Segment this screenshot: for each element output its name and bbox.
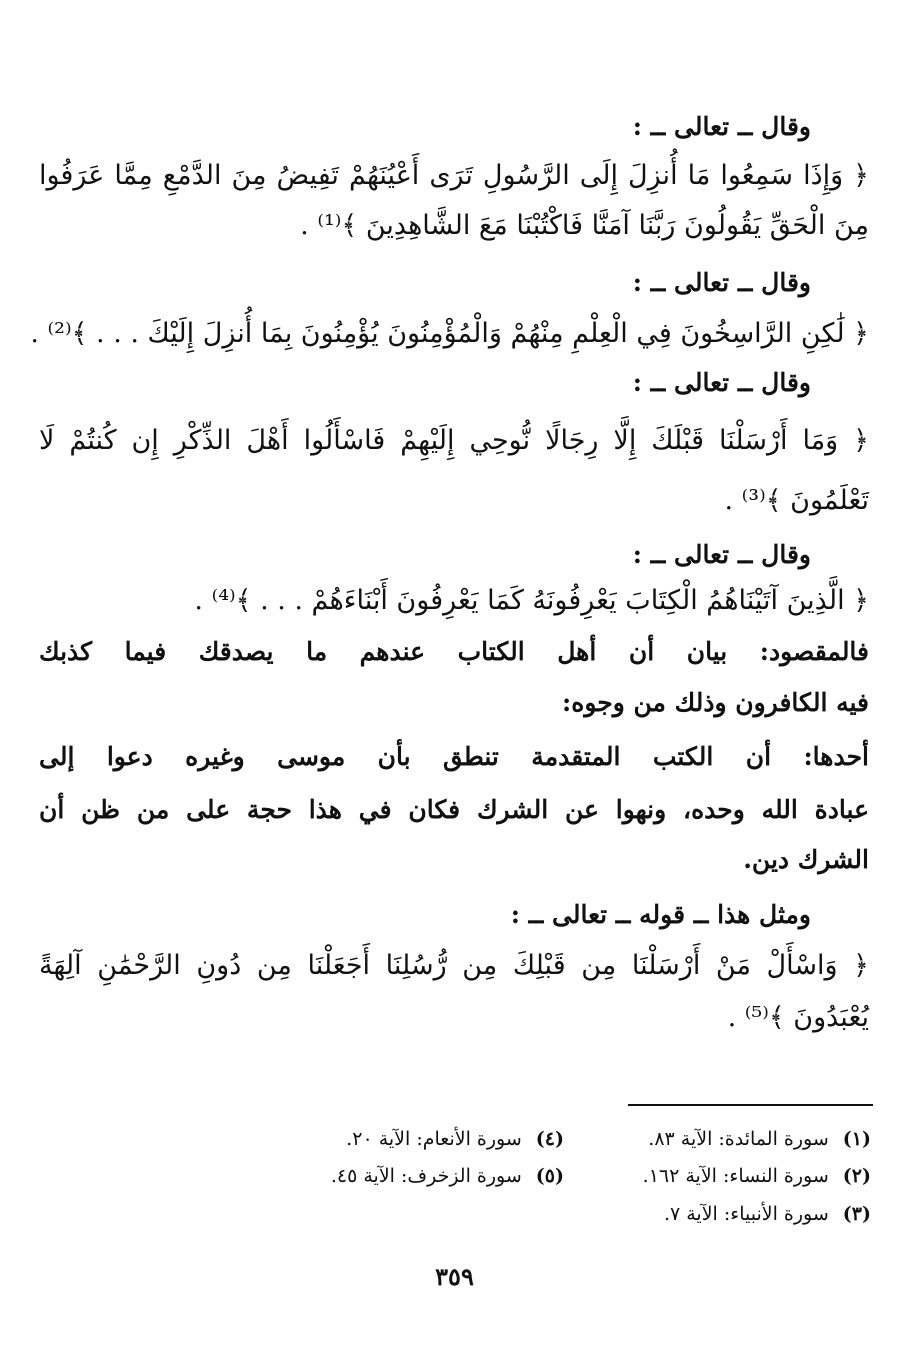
footnote-separator xyxy=(628,1104,873,1106)
paragraph-2-line-3: الشرك دين. xyxy=(743,845,869,874)
paragraph-1-line-2: فيه الكافرون وذلك من وجوه: xyxy=(562,688,869,717)
intro-line-5: ومثل هذا ــ قوله ــ تعالى ــ : xyxy=(510,900,811,929)
footnote-text: سورة الأنعام: الآية ٢٠. xyxy=(346,1128,522,1150)
quran-verse-3-line-1: ﴿ وَمَا أَرْسَلْنَا قَبْلَكَ إِلَّا رِجَالًا نُّوحِي إِلَيْهِمْ فَاسْأَلُوا أَهْلَ الذِّكْرِ إِن كُنتُمْ لَا xyxy=(39,425,869,456)
footnote-text: سورة الزخرف: الآية ٤٥. xyxy=(330,1165,522,1187)
footnote-1 xyxy=(648,1128,871,1150)
footnote-number: (٤) xyxy=(535,1128,564,1150)
footnote-text: سورة النساء: الآية ١٦٢. xyxy=(642,1165,829,1187)
footnote-number: (٥) xyxy=(535,1165,564,1187)
quran-verse-1-line-2: مِنَ الْحَقِّ يَقُولُونَ رَبَّنَا آمَنَّا فَاكْتُبْنَا مَعَ الشَّاهِدِينَ ﴾⁽¹⁾ . xyxy=(300,210,869,241)
footnote-text: سورة الأنبياء: الآية ٧. xyxy=(663,1203,829,1225)
quran-verse-5-line-1: ﴿ وَاسْأَلْ مَنْ أَرْسَلْنَا مِن قَبْلِكَ مِن رُّسُلِنَا أَجَعَلْنَا مِن دُونِ الرَّحْمَٰنِ آلِهَةً xyxy=(39,950,869,981)
intro-line-1: وقال ــ تعالى ــ : xyxy=(632,112,811,141)
intro-line-4: وقال ــ تعالى ــ : xyxy=(632,540,811,569)
footnote-3 xyxy=(664,1203,871,1225)
page-number: ٣٥٩ xyxy=(435,1262,474,1291)
quran-verse-5-line-2: يُعْبَدُونَ ﴾⁽⁵⁾ . xyxy=(727,1002,869,1033)
quran-verse-2: ﴿ لَٰكِنِ الرَّاسِخُونَ فِي الْعِلْمِ مِنْهُمْ وَالْمُؤْمِنُونَ يُؤْمِنُونَ بِمَا أُنزِلَ إِلَيْكَ . . . ﴾⁽²⁾ . xyxy=(30,318,869,349)
paragraph-2-line-2: عبادة الله وحده، ونهوا عن الشرك فكان في هذا حجة على من ظن أن xyxy=(39,795,869,824)
footnote-number: (٣) xyxy=(842,1203,871,1225)
footnote-4 xyxy=(346,1128,564,1150)
footnote-number: (١) xyxy=(842,1128,871,1150)
quran-verse-1-line-1: ﴿ وَإِذَا سَمِعُوا مَا أُنزِلَ إِلَى الرَّسُولِ تَرَى أَعْيُنَهُمْ تَفِيضُ مِنَ الدَّمْعِ مِمَّا عَرَفُوا xyxy=(39,160,869,191)
footnote-number: (٢) xyxy=(842,1165,871,1187)
intro-line-2: وقال ــ تعالى ــ : xyxy=(632,268,811,297)
paragraph-2-line-1: أحدها: أن الكتب المتقدمة تنطق بأن موسى وغيره دعوا إلى xyxy=(39,742,869,771)
quran-verse-4: ﴿ الَّذِينَ آتَيْنَاهُمُ الْكِتَابَ يَعْرِفُونَهُ كَمَا يَعْرِفُونَ أَبْنَاءَهُمْ . . . ﴾⁽⁴⁾ . xyxy=(194,585,869,616)
footnote-text: سورة المائدة: الآية ٨٣. xyxy=(648,1128,829,1150)
intro-line-3: وقال ــ تعالى ــ : xyxy=(632,368,811,397)
quran-verse-3-line-2: تَعْلَمُونَ ﴾⁽³⁾ . xyxy=(724,485,869,516)
footnote-2 xyxy=(643,1165,871,1187)
footnote-5 xyxy=(331,1165,564,1187)
paragraph-1-line-1: فالمقصود: بيان أن أهل الكتاب عندهم ما يصدقك فيما كذبك xyxy=(39,637,869,666)
